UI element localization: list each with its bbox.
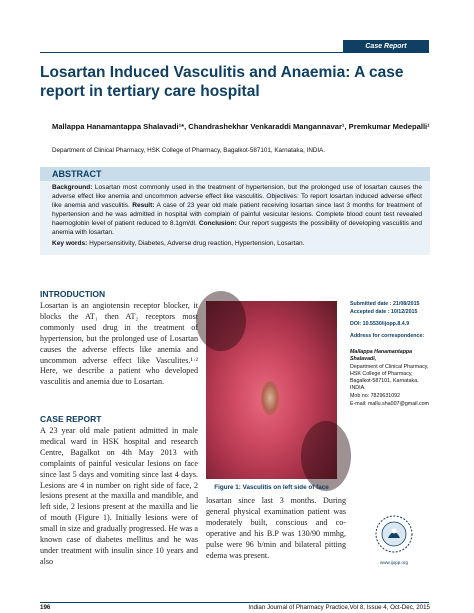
introduction-heading: INTRODUCTION [40, 289, 106, 299]
author-list: Mallappa Hanamantappa Shalavadi¹*, Chandrashekhar Venkaraddi Mangannavar¹, Premkumar Medepalli¹ [52, 122, 430, 131]
footer-rule [40, 602, 429, 603]
correspondence-address: Department of Clinical Pharmacy, HSK College of Pharmacy, Bagalkot-587101, Karnataka, INDIA. [350, 364, 429, 391]
abstract-conclusion-text: Our report suggests the possibility of developing vasculitis and anemia with losartan. [52, 219, 422, 236]
keywords-text: Hypersensitivity, Diabetes, Adverse drug reaction, Hypertension, Losartan. [87, 240, 305, 247]
article-type-label: Case Report [365, 43, 407, 50]
abstract-text [52, 184, 422, 237]
photo-shadow [301, 421, 351, 491]
abstract-background-text: Losartan most commonly used in the treatment of hypertension, but the prolonged use of losartan causes the adverse effect like anemia and uncommon adverse effect like vasculitis. Objectives: To report losartan induced adverse effect like anemia and vasculitis. [52, 184, 422, 209]
continued-text: losartan since last 3 months. During general physical examination patient was moderately built, conscious and co-operative and his B.P was 130/90 mmhg, pulse were 96 b/min and bilateral pitting edema was present. [206, 496, 346, 560]
clinical-photo [206, 301, 337, 479]
abstract-background-label: Background: [52, 184, 93, 191]
correspondence-name: Mallappa Hanamantappa Shalavadi, [350, 349, 413, 362]
abstract-heading: ABSTRACT [52, 169, 102, 179]
journal-url: www.ijopp.org [379, 560, 408, 565]
affiliation: Department of Clinical Pharmacy, HSK College of Pharmacy, Bagalkot-587101, Karnataka, INDIA. [52, 147, 326, 154]
case-report-text: A 23 year old male patient admitted in male medical ward in HSK hospital and research Centre, Bagalkot on 4th May 2013 with complaints of painful vesicular lesions on face since last 5 days and vomiting since last 4 days. Lesions are 4 in number on right side of face, 2 lesions present at the maxilla and mandible, and left side, 2 lesions present at the maxilla and lie of mouth (Figure 1). Initially lesions were of small in size and gradually progressed. He was a known case of diabetes mellitus and he was under treatment with insulin since 10 years and also [40, 426, 198, 566]
journal-citation: Indian Journal of Pharmacy Practice,Vol 8, Issue 4, Oct-Dec, 2015 [248, 604, 430, 611]
journal-logo [370, 512, 418, 560]
vesicular-lesion [261, 381, 279, 415]
abstract-result-label: Result: [129, 201, 155, 209]
abstract-header [40, 167, 430, 181]
email-address: E-mail: mallu.sha007@gmail.com [350, 401, 429, 407]
submitted-date: Submitted date : 21/08/2015 [350, 301, 420, 307]
case-report-heading: CASE REPORT [40, 414, 102, 424]
abstract-conclusion-label: Conclusion: [196, 219, 237, 227]
header-rule [40, 52, 429, 53]
page-number: 196 [40, 604, 51, 611]
mobile-number: Mob no: 7829631092 [350, 393, 401, 399]
abstract-result-text: A case of 23 year old male patient receiving losartan since last 3 months for treatment of hypertension and he was admitted in hospital with complain of painful vesicular lesions. Complete blood count test revealed haemoglobin level of patient reduced to 8.1gm/dl. [52, 201, 422, 227]
introduction-text: Losartan is an angiotensin receptor blocker, it blocks the AT₁ then AT₂ receptors most commonly used drug in the treatment of hypertension, but the prolonged use of Losartan causes the adverse effects like anemia and uncommon adverse effect like Vasculites.¹·² Here, we describe a patient who developed vasculitis and anemia due to Losartan. [40, 301, 198, 387]
correspondence-label: Address for correspondence: [350, 333, 425, 339]
accepted-date: Accepted date : 10/12/2015 [350, 309, 418, 315]
keywords [52, 240, 422, 249]
figure-caption: Figure 1: Vasculitis on left side of face [214, 484, 329, 491]
photo-shadow [196, 291, 246, 351]
keywords-label: Key words: [52, 240, 88, 247]
article-title: Losartan Induced Vasculitis and Anaemia: A case report in tertiary care hospital [40, 64, 404, 100]
doi: DOI: 10.5530/ijopp.8.4.9 [350, 321, 410, 327]
